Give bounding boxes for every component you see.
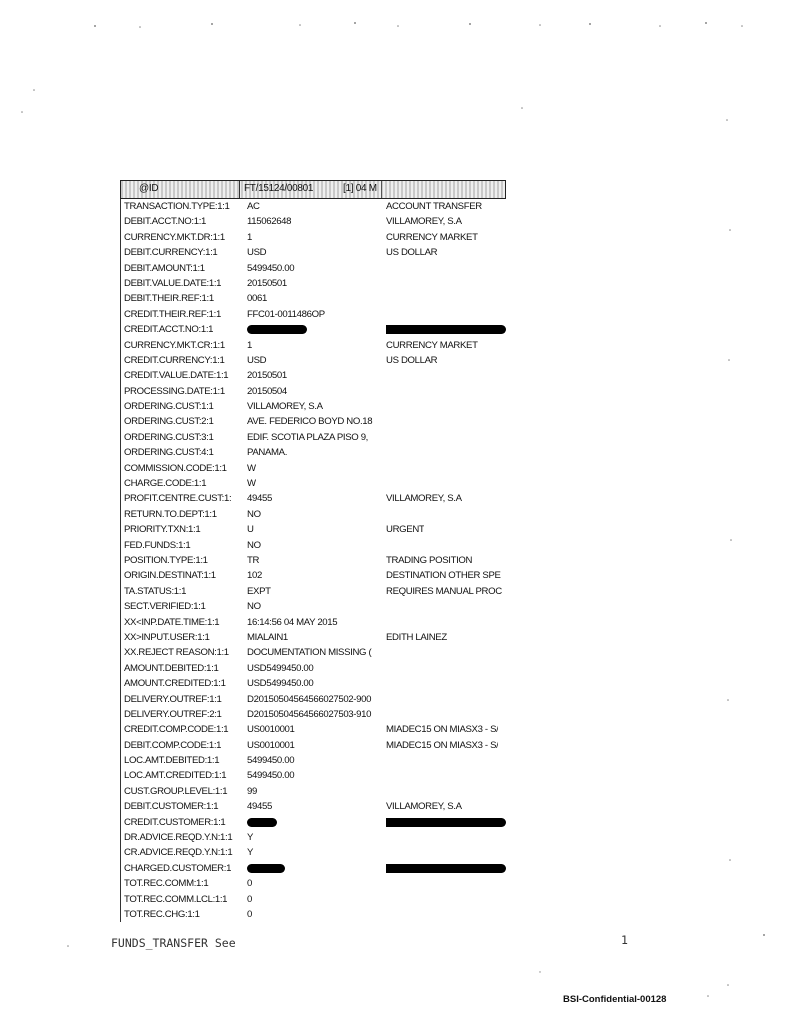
- field-row: [121, 630, 506, 645]
- field-value: USD5499450.00: [247, 678, 314, 690]
- field-name: ORDERING.CUST:4:1: [124, 447, 214, 459]
- field-name: CREDIT.ACCT.NO:1:1: [124, 324, 214, 336]
- field-description: [386, 324, 506, 335]
- field-name: DEBIT.CUSTOMER:1:1: [124, 801, 219, 813]
- field-name: CHARGE.CODE:1:1: [124, 478, 207, 490]
- field-row: [121, 661, 506, 676]
- header-id-label: @ID: [139, 183, 159, 194]
- field-value: 1: [247, 231, 252, 243]
- field-row: [121, 799, 506, 814]
- field-value: 99: [247, 785, 257, 797]
- field-name: DEBIT.ACCT.NO:1:1: [124, 216, 207, 228]
- field-row: [121, 830, 506, 845]
- field-name: CR.ADVICE.REQD.Y.N:1:1: [124, 847, 233, 859]
- field-value: [247, 817, 277, 828]
- field-value: 102: [247, 570, 262, 582]
- field-row: [121, 214, 506, 229]
- field-value: 49455: [247, 801, 272, 813]
- field-value: W: [247, 478, 256, 490]
- field-name: DEBIT.COMP.CODE:1:1: [124, 739, 222, 751]
- header-record-id: FT/15124/00801: [244, 183, 314, 194]
- field-row: [121, 784, 506, 799]
- redaction-mark: [247, 818, 277, 827]
- field-name: PROCESSING.DATE:1:1: [124, 385, 225, 397]
- field-row: [121, 538, 506, 553]
- field-value: 5499450.00: [247, 262, 295, 274]
- field-name: CURRENCY.MKT.CR:1:1: [124, 339, 225, 351]
- field-name: PRIORITY.TXN:1:1: [124, 524, 201, 536]
- field-name: DELIVERY.OUTREF:2:1: [124, 708, 222, 720]
- field-value: 115062648: [247, 216, 292, 228]
- field-value: MIALAIN1: [247, 631, 288, 643]
- field-value: AVE. FEDERICO BOYD NO.18: [247, 416, 373, 428]
- field-name: CREDIT.CUSTOMER:1:1: [124, 816, 226, 828]
- field-name: DR.ADVICE.REQD.Y.N:1:1: [124, 832, 233, 844]
- field-row: [121, 276, 506, 291]
- redaction-mark: [386, 325, 506, 334]
- field-row: [121, 476, 506, 491]
- record-header: [120, 180, 506, 199]
- field-name: TOT.REC.COMM.LCL:1:1: [124, 893, 228, 905]
- field-row: [121, 753, 506, 768]
- field-name: TOT.REC.CHG:1:1: [124, 908, 200, 920]
- field-row: [121, 368, 506, 383]
- field-value: 20150504: [247, 385, 287, 397]
- field-value: W: [247, 462, 256, 474]
- field-name: XX>INPUT.USER:1:1: [124, 631, 210, 643]
- field-description: TRADING POSITION: [386, 554, 473, 566]
- field-value: USD: [247, 247, 267, 259]
- field-value: EXPT: [247, 585, 271, 597]
- field-name: CREDIT.VALUE.DATE:1:1: [124, 370, 229, 382]
- field-name: CUST.GROUP.LEVEL:1:1: [124, 785, 228, 797]
- field-description: MIADEC15 ON MIASX3 - S/: [386, 724, 499, 736]
- field-row: [121, 768, 506, 783]
- field-value: [247, 324, 307, 335]
- field-value: [247, 863, 285, 874]
- field-name: TRANSACTION.TYPE:1:1: [124, 201, 230, 212]
- field-description: US DOLLAR: [386, 354, 438, 366]
- field-value: D20150504564566027502-900: [247, 693, 372, 705]
- field-description: MIADEC15 ON MIASX3 - S/: [386, 739, 499, 751]
- field-description: [386, 817, 506, 828]
- field-name: CREDIT.CURRENCY:1:1: [124, 354, 225, 366]
- field-value: NO: [247, 539, 261, 551]
- field-value: 0061: [247, 293, 267, 305]
- field-value: DOCUMENTATION MISSING (: [247, 647, 372, 659]
- field-value: Y: [247, 847, 254, 859]
- field-row: [121, 615, 506, 630]
- field-list: [120, 199, 506, 922]
- field-value: U: [247, 524, 254, 536]
- field-row: [121, 707, 506, 722]
- field-value: 1: [247, 339, 252, 351]
- field-row: [121, 892, 506, 907]
- field-row: [121, 445, 506, 460]
- field-description: [386, 863, 506, 874]
- field-row: [121, 338, 506, 353]
- field-value: VILLAMOREY, S.A: [247, 401, 323, 413]
- field-name: TA.STATUS:1:1: [124, 585, 187, 597]
- field-row: [121, 861, 506, 876]
- field-name: XX.REJECT REASON:1:1: [124, 647, 229, 659]
- field-name: AMOUNT.CREDITED:1:1: [124, 678, 226, 690]
- field-description: CURRENCY MARKET: [386, 231, 478, 243]
- field-description: VILLAMOREY, S.A: [386, 493, 462, 505]
- field-row: [121, 876, 506, 891]
- field-row: [121, 307, 506, 322]
- field-name: LOC.AMT.DEBITED:1:1: [124, 755, 220, 767]
- field-row: [121, 461, 506, 476]
- field-description: CURRENCY MARKET: [386, 339, 478, 351]
- field-name: SECT.VERIFIED:1:1: [124, 601, 206, 613]
- field-row: [121, 322, 506, 337]
- field-row: [121, 261, 506, 276]
- field-name: DEBIT.THEIR.REF:1:1: [124, 293, 214, 305]
- field-value: USD5499450.00: [247, 662, 314, 674]
- field-value: 16:14:56 04 MAY 2015: [247, 616, 338, 628]
- field-name: CURRENCY.MKT.DR:1:1: [124, 231, 225, 243]
- field-value: NO: [247, 601, 261, 613]
- field-description: EDITH LAINEZ: [386, 631, 447, 643]
- redaction-mark: [386, 864, 506, 873]
- field-row: [121, 522, 506, 537]
- field-value: NO: [247, 508, 261, 520]
- redaction-mark: [247, 325, 307, 334]
- field-description: REQUIRES MANUAL PROC: [386, 585, 502, 597]
- footer-application-label: FUNDS_TRANSFER See: [111, 936, 236, 950]
- field-row: [121, 676, 506, 691]
- field-value: FFC01-0011486OP: [247, 308, 325, 320]
- field-name: CREDIT.THEIR.REF:1:1: [124, 308, 221, 320]
- transaction-record: [120, 180, 506, 922]
- field-name: ORDERING.CUST:3:1: [124, 431, 214, 443]
- field-name: COMMISSION.CODE:1:1: [124, 462, 227, 474]
- field-description: US DOLLAR: [386, 247, 438, 259]
- field-name: ORDERING.CUST:2:1: [124, 416, 214, 428]
- field-value: 5499450.00: [247, 755, 295, 767]
- field-row: [121, 692, 506, 707]
- field-name: TOT.REC.COMM:1:1: [124, 878, 209, 890]
- field-row: [121, 230, 506, 245]
- bates-number: BSI-Confidential-00128: [563, 994, 667, 1005]
- field-row: [121, 414, 506, 429]
- field-row: [121, 738, 506, 753]
- field-row: [121, 645, 506, 660]
- field-description: URGENT: [386, 524, 425, 536]
- field-row: [121, 245, 506, 260]
- field-row: [121, 291, 506, 306]
- field-value: TR: [247, 554, 260, 566]
- field-value: 20150501: [247, 370, 287, 382]
- field-value: 49455: [247, 493, 272, 505]
- field-value: US0010001: [247, 739, 295, 751]
- redaction-mark: [386, 818, 506, 827]
- field-value: PANAMA.: [247, 447, 288, 459]
- field-row: [121, 353, 506, 368]
- field-name: ORIGIN.DESTINAT:1:1: [124, 570, 216, 582]
- field-name: DEBIT.VALUE.DATE:1:1: [124, 277, 222, 289]
- field-description: VILLAMOREY, S.A: [386, 216, 462, 228]
- field-name: FED.FUNDS:1:1: [124, 539, 191, 551]
- field-value: USD: [247, 354, 267, 366]
- field-row: [121, 507, 506, 522]
- field-row: [121, 722, 506, 737]
- field-value: 20150501: [247, 277, 287, 289]
- field-row: [121, 384, 506, 399]
- field-name: RETURN.TO.DEPT:1:1: [124, 508, 217, 520]
- field-name: ORDERING.CUST:1:1: [124, 401, 214, 413]
- field-row: [121, 399, 506, 414]
- field-value: Y: [247, 832, 254, 844]
- field-value: D20150504564566027503-910: [247, 708, 372, 720]
- page-number: 1: [621, 933, 628, 947]
- field-row: [121, 845, 506, 860]
- field-name: POSITION.TYPE:1:1: [124, 554, 208, 566]
- field-row: [121, 907, 506, 922]
- field-row: [121, 430, 506, 445]
- field-value: 0: [247, 908, 252, 920]
- field-description: VILLAMOREY, S.A: [386, 801, 462, 813]
- field-row: [121, 491, 506, 506]
- field-name: DELIVERY.OUTREF:1:1: [124, 693, 222, 705]
- field-name: CHARGED.CUSTOMER:1: [124, 862, 232, 874]
- field-value: 5499450.00: [247, 770, 295, 782]
- field-description: ACCOUNT TRANSFER: [386, 201, 482, 212]
- field-name: XX<INP.DATE.TIME:1:1: [124, 616, 220, 628]
- field-value: EDIF. SCOTIA PLAZA PISO 9,: [247, 431, 368, 443]
- field-row: [121, 815, 506, 830]
- field-name: AMOUNT.DEBITED:1:1: [124, 662, 219, 674]
- field-row: [121, 599, 506, 614]
- field-name: DEBIT.CURRENCY:1:1: [124, 247, 218, 259]
- field-value: 0: [247, 878, 252, 890]
- field-name: CREDIT.COMP.CODE:1:1: [124, 724, 229, 736]
- field-name: DEBIT.AMOUNT:1:1: [124, 262, 205, 274]
- header-date: [1] 04 M: [343, 183, 377, 194]
- redaction-mark: [247, 864, 285, 873]
- field-value: US0010001: [247, 724, 295, 736]
- field-name: LOC.AMT.CREDITED:1:1: [124, 770, 227, 782]
- field-name: PROFIT.CENTRE.CUST:1:: [124, 493, 232, 505]
- field-value: AC: [247, 201, 260, 212]
- field-row: [121, 199, 506, 214]
- field-row: [121, 584, 506, 599]
- field-row: [121, 568, 506, 583]
- field-row: [121, 553, 506, 568]
- field-value: 0: [247, 893, 252, 905]
- field-description: DESTINATION OTHER SPE: [386, 570, 501, 582]
